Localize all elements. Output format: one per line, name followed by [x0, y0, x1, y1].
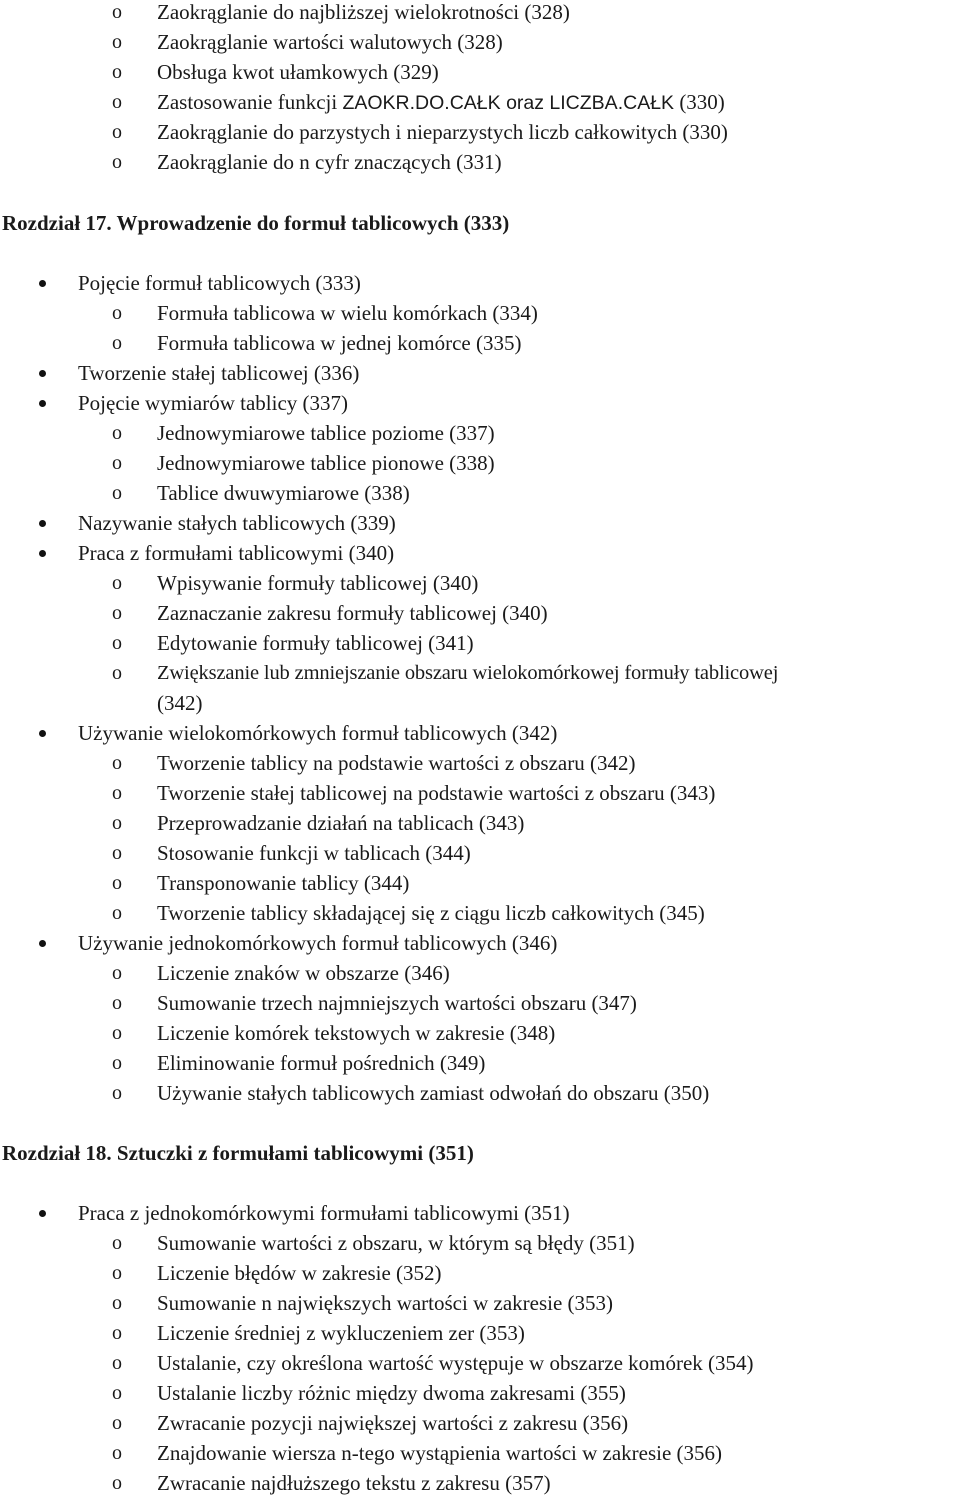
sub-bullet-marker: o — [112, 1382, 122, 1404]
sub-bullet-marker: o — [112, 1082, 122, 1104]
sub-bullet-marker: o — [112, 31, 122, 53]
chapter-label: Rozdział 17. — [2, 211, 112, 235]
bullet-icon — [39, 520, 46, 527]
sub-bullet-marker: o — [112, 992, 122, 1014]
chapter-heading — [2, 1138, 474, 1168]
sub-bullet-marker: o — [112, 902, 122, 924]
chapter-title: Wprowadzenie do formuł tablicowych (333) — [116, 211, 510, 235]
sub-bullet-marker: o — [112, 662, 122, 684]
bullet-icon — [39, 400, 46, 407]
sub-bullet-marker: o — [112, 452, 122, 474]
sub-bullet-marker: o — [112, 1442, 122, 1464]
chapter-label: Rozdział 18. — [2, 1141, 112, 1165]
sub-bullet-marker: o — [112, 1022, 122, 1044]
sub-bullet-marker: o — [112, 121, 122, 143]
toc-bullet-item: Praca z jednokomórkowymi formułami tablicowymi (351) — [0, 1198, 960, 1228]
sub-bullet-marker: o — [112, 872, 122, 894]
bullet-icon — [39, 1210, 46, 1217]
sub-bullet-marker: o — [112, 1262, 122, 1284]
sub-bullet-marker: o — [112, 91, 122, 113]
sub-bullet-marker: o — [112, 482, 122, 504]
sub-bullet-marker: o — [112, 1352, 122, 1374]
toc-bullet-item: Pojęcie formuł tablicowych (333) — [0, 268, 960, 298]
chapter-heading — [2, 208, 509, 238]
chapter-title: Sztuczki z formułami tablicowymi (351) — [116, 1141, 474, 1165]
sub-bullet-marker: o — [112, 1412, 122, 1434]
bullet-icon — [39, 550, 46, 557]
sub-bullet-marker: o — [112, 632, 122, 654]
toc-bullet-item: Nazywanie stałych tablicowych (339) — [0, 508, 960, 538]
sub-bullet-marker: o — [112, 422, 122, 444]
sub-bullet-marker: o — [112, 1322, 122, 1344]
sub-bullet-marker: o — [112, 332, 122, 354]
sub-bullet-marker: o — [112, 1, 122, 23]
toc-bullet-item: Praca z formułami tablicowymi (340) — [0, 538, 960, 568]
sub-bullet-marker: o — [112, 842, 122, 864]
bullet-icon — [39, 280, 46, 287]
toc-bullet-item: Pojęcie wymiarów tablicy (337) — [0, 388, 960, 418]
toc-bullet-item: Używanie jednokomórkowych formuł tablicowych (346) — [0, 928, 960, 958]
sub-bullet-marker: o — [112, 302, 122, 324]
sub-bullet-marker: o — [112, 151, 122, 173]
sub-bullet-marker: o — [112, 61, 122, 83]
sub-bullet-marker: o — [112, 572, 122, 594]
toc-sub-item: o Zwiększanie lub zmniejszanie obszaru wielokomórkowej formuły tablicowej — [0, 658, 960, 688]
toc-bullet-item: Używanie wielokomórkowych formuł tablicowych (342) — [0, 718, 960, 748]
bullet-icon — [39, 730, 46, 737]
bullet-icon — [39, 940, 46, 947]
sub-bullet-marker: o — [112, 1292, 122, 1314]
sub-bullet-marker: o — [112, 812, 122, 834]
sub-bullet-marker: o — [112, 752, 122, 774]
toc-bullet-item: Tworzenie stałej tablicowej (336) — [0, 358, 960, 388]
sub-bullet-marker: o — [112, 1052, 122, 1074]
bullet-icon — [39, 370, 46, 377]
sub-bullet-marker: o — [112, 782, 122, 804]
sub-bullet-marker: o — [112, 1472, 122, 1494]
sub-bullet-marker: o — [112, 1232, 122, 1254]
sub-bullet-marker: o — [112, 602, 122, 624]
sub-bullet-marker: o — [112, 962, 122, 984]
